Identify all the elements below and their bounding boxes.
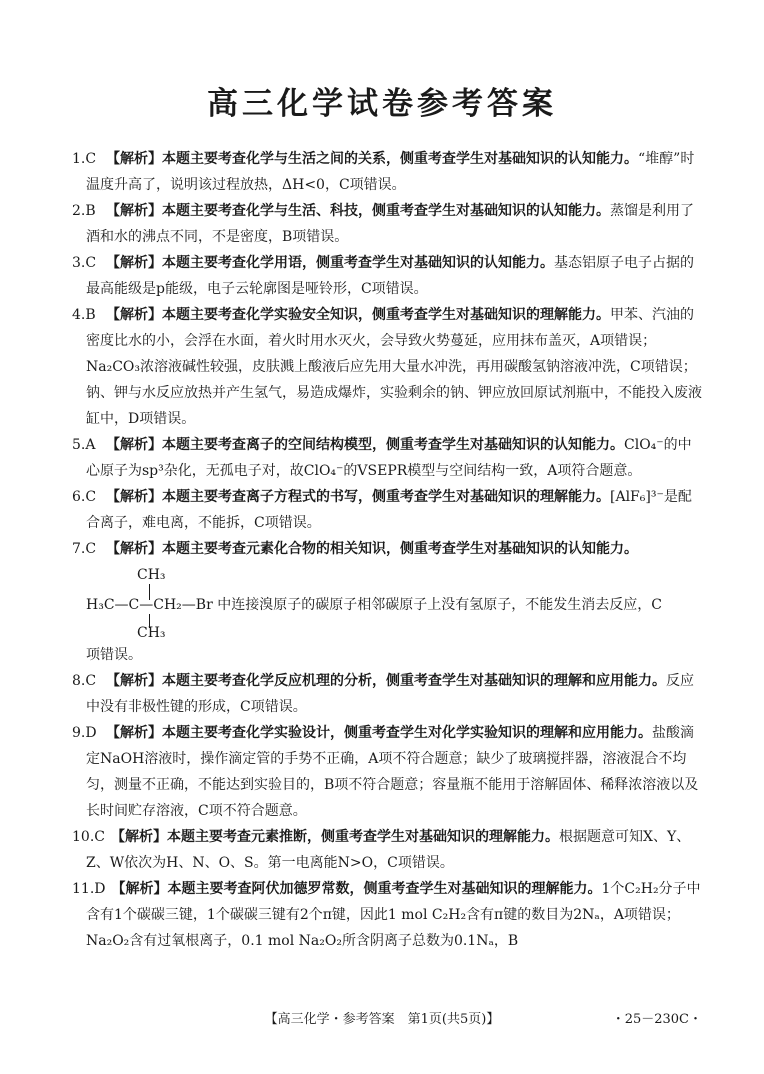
question-number: 7.C bbox=[72, 541, 97, 557]
answer-item bbox=[72, 824, 704, 876]
answer-item bbox=[72, 146, 704, 198]
structural-formula bbox=[72, 562, 704, 642]
analysis-intro: 本题主要考查化学实验设计，侧重考查学生对化学实验知识的理解和应用能力。 bbox=[162, 725, 652, 741]
footer-code: ・25－230C・ bbox=[611, 1012, 702, 1027]
analysis-intro: 本题主要考查离子方程式的书写，侧重考查学生对基础知识的理解能力。 bbox=[162, 489, 610, 505]
analysis-tag: 【解析】 bbox=[106, 255, 162, 271]
analysis-tag: 【解析】 bbox=[106, 437, 162, 453]
analysis-text: 反应中没有非极性键的形成，C项错误。 bbox=[86, 673, 694, 715]
footer-page-info: 【高三化学・参考答案 第1页(共5页)】 bbox=[264, 1012, 500, 1027]
question-number: 10.C bbox=[72, 829, 105, 845]
analysis-intro: 本题主要考查化学与生活之间的关系，侧重考查学生对基础知识的认知能力。 bbox=[162, 151, 638, 167]
analysis-tag: 【解析】 bbox=[106, 489, 162, 505]
analysis-text: “堆醇”时温度升高了，说明该过程放热，ΔH<0，C项错误。 bbox=[86, 151, 695, 193]
analysis-text: [AlF₆]³⁻是配合离子，难电离，不能拆，C项错误。 bbox=[86, 489, 692, 531]
analysis-tag: 【解析】 bbox=[106, 725, 162, 741]
answer-item bbox=[72, 198, 704, 250]
analysis-text: 根据题意可知X、Y、Z、W依次为H、N、O、S。第一电离能N>O，C项错误。 bbox=[86, 829, 691, 871]
answer-paragraph bbox=[72, 198, 704, 250]
analysis-text: 盐酸滴定NaOH溶液时，操作滴定管的手势不正确，A项不符合题意；缺少了玻璃搅拌器，溶液混合不均匀，测量不正确，不能达到实验目的，B项不符合题意；容量瓶不能用于溶解固体、稀释浓溶液以及长时间贮存溶液，C项不符合题意。 bbox=[86, 725, 699, 819]
answer-item bbox=[72, 302, 704, 432]
analysis-tag: 【解析】 bbox=[106, 673, 162, 689]
analysis-text: 甲苯、汽油的密度比水的小，会浮在水面，着火时用水灭火，会导致火势蔓延，应用抹布盖灭，A项错误；Na₂CO₃浓溶液碱性较强，皮肤溅上酸液后应先用大量水冲洗，再用碳酸氢钠溶液冲洗，C项错误；钠、钾与水反应放热并产生氢气，易造成爆炸，实验剩余的钠、钾应放回原试剂瓶中，不能投入废液缸中，D项错误。 bbox=[86, 307, 702, 427]
answer-paragraph bbox=[72, 146, 704, 198]
question-number: 3.C bbox=[72, 255, 97, 271]
answer-paragraph bbox=[72, 484, 704, 536]
answer-list bbox=[72, 146, 704, 954]
methyl-top: CH₃ bbox=[137, 567, 166, 583]
analysis-tag: 【解析】 bbox=[106, 307, 162, 323]
answer-paragraph bbox=[72, 668, 704, 720]
question-number: 8.C bbox=[72, 673, 97, 689]
question-number: 11.D bbox=[72, 881, 106, 897]
analysis-intro: 本题主要考查化学反应机理的分析，侧重考查学生对基础知识的理解和应用能力。 bbox=[162, 673, 666, 689]
analysis-text: 蒸馏是利用了酒和水的沸点不同，不是密度，B项错误。 bbox=[86, 203, 694, 245]
analysis-text: ClO₄⁻的中心原子为sp³杂化，无孤电子对，故ClO₄⁻的VSEPR模型与空间结构一致，A项符合题意。 bbox=[86, 437, 692, 479]
answer-paragraph bbox=[72, 824, 704, 876]
answer-paragraph bbox=[72, 876, 704, 954]
answer-paragraph bbox=[72, 536, 704, 562]
analysis-tag: 【解析】 bbox=[111, 881, 168, 897]
analysis-tag: 【解析】 bbox=[106, 541, 162, 557]
answer-item bbox=[72, 536, 704, 668]
answer-paragraph bbox=[72, 250, 704, 302]
question-number: 9.D bbox=[72, 725, 97, 741]
question-number: 2.B bbox=[72, 203, 96, 219]
analysis-tag: 【解析】 bbox=[110, 829, 167, 845]
analysis-text: 1个C₂H₂分子中含有1个碳碳三键，1个碳碳三键有2个π键，因此1 mol C₂H₂含有π键的数目为2Nₐ，A项错误；Na₂O₂含有过氧根离子，0.1 mol Na₂O₂所含阴离子总数为0.1Nₐ，B bbox=[86, 881, 701, 949]
analysis-intro: 本题主要考查化学用语，侧重考查学生对基础知识的认知能力。 bbox=[162, 255, 554, 271]
answer-item bbox=[72, 720, 704, 824]
answer-item bbox=[72, 484, 704, 536]
analysis-intro: 本题主要考查离子的空间结构模型，侧重考查学生对基础知识的认知能力。 bbox=[162, 437, 624, 453]
formula-main-line: H₃C—C—CH₂—Br 中连接溴原子的碳原子相邻碳原子上没有氢原子，不能发生消去反应，C bbox=[86, 597, 662, 613]
answer-paragraph bbox=[72, 720, 704, 824]
question-number: 1.C bbox=[72, 151, 97, 167]
page-title: 高三化学试卷参考答案 bbox=[207, 86, 557, 122]
analysis-intro: 本题主要考查元素化合物的相关知识，侧重考查学生对基础知识的认知能力。 bbox=[162, 541, 638, 557]
answer-paragraph bbox=[72, 432, 704, 484]
analysis-tag: 【解析】 bbox=[106, 203, 162, 219]
analysis-text: 基态铝原子电子占据的最高能级是p能级，电子云轮廓图是哑铃形，C项错误。 bbox=[86, 255, 694, 297]
analysis-intro: 本题主要考查元素推断，侧重考查学生对基础知识的理解能力。 bbox=[166, 829, 559, 845]
answer-item bbox=[72, 250, 704, 302]
question-number: 5.A bbox=[72, 437, 96, 453]
answer-item bbox=[72, 876, 704, 954]
analysis-tag: 【解析】 bbox=[106, 151, 162, 167]
answer-paragraph bbox=[72, 302, 704, 432]
question-number: 6.C bbox=[72, 489, 97, 505]
analysis-intro: 本题主要考查化学与生活、科技，侧重考查学生对基础知识的认知能力。 bbox=[162, 203, 610, 219]
analysis-text-after: 项错误。 bbox=[86, 647, 142, 663]
answer-item bbox=[72, 432, 704, 484]
question-number: 4.B bbox=[72, 307, 96, 323]
analysis-intro: 本题主要考查阿伏加德罗常数，侧重考查学生对基础知识的理解能力。 bbox=[167, 881, 602, 897]
page-footer bbox=[0, 1008, 764, 1030]
methyl-bottom: CH₃ bbox=[137, 625, 166, 641]
answer-item bbox=[72, 668, 704, 720]
analysis-intro: 本题主要考查化学实验安全知识，侧重考查学生对基础知识的理解能力。 bbox=[162, 307, 610, 323]
